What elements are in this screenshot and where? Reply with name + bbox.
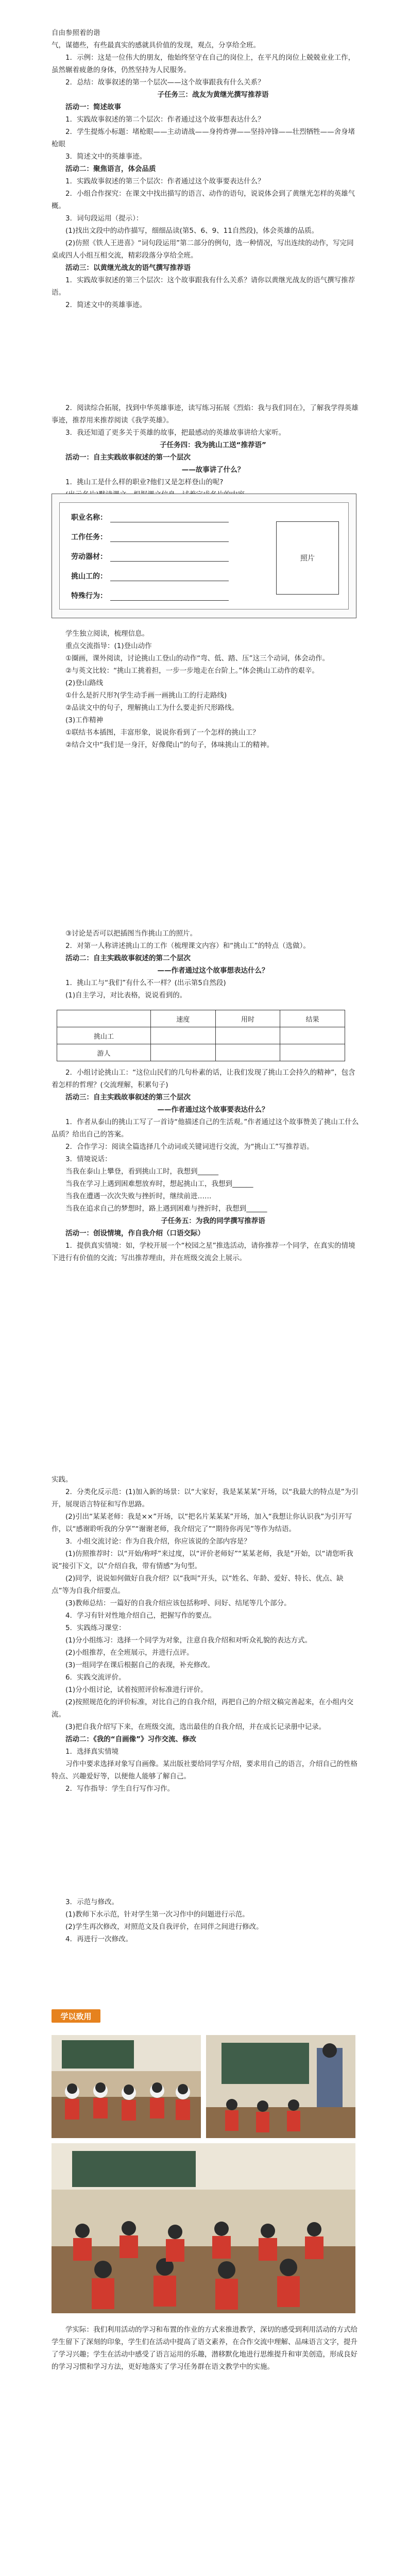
page1-line: 1．实践故事叙述的第二个层次：作者通过这个故事想表达什么？ [65, 115, 265, 124]
page6-line: 1．选择真实情境 [65, 1748, 119, 1756]
page6-line: 6．实践交流评价。 [65, 1673, 126, 1682]
table-header: 速度 [150, 1010, 215, 1027]
page1-line: 子任务三：战友为黄继光撰写推荐语 [157, 91, 269, 99]
table-cell [215, 1044, 280, 1061]
page5-line: 子任务五：为我的同学撰写推荐语 [161, 1217, 265, 1225]
page1-line: 气，谋德些，有些最真实的感就具价值的发现，观点，分享给全班。 [52, 41, 260, 49]
page4-line: 活动二：自主实践故事叙述的第二个层次 [65, 954, 191, 962]
card-row-label: 挑山工的： [71, 572, 107, 581]
card-row-2 [71, 551, 267, 562]
classroom-photo-wide [52, 2143, 355, 2313]
page6-line: (1)分小组讨论，试着按照评价标准进行评价。 [65, 1686, 208, 1694]
page1-line: 1．实践故事叙述的第三个层次：这个故事跟我有什么关系？请你以黄继光战友的语气撰写推荐语。 [52, 276, 355, 297]
card-row-0 [71, 512, 267, 522]
page4-line: (1)自主学习，对比表格，说说看到的。 [65, 991, 187, 999]
page1-line: 活动一：简述故事 [65, 103, 121, 111]
page1-line: 3．词句段运用（提示）： [65, 214, 143, 223]
page5-line: 当我在遭遇一次次失败与挫折时，继续前进…… [65, 1192, 212, 1200]
page4-line: 1．挑山工与“我们”有什么不一样？(出示第5自然段) [65, 979, 226, 987]
card-row-label: 劳动器材： [71, 553, 107, 561]
page2-line: 活动一：自主实践故事叙述的第一个层次 [65, 453, 191, 462]
page6-line: (3)把自我介绍写下来，在班级交流，选出最佳的自我介绍，并在成长记录册中记录。 [65, 1723, 326, 1731]
page3-line: (3)工作精神 [65, 716, 104, 724]
table-cell: 挑山工 [57, 1027, 151, 1044]
page3-line: (2)登山路线 [65, 679, 104, 687]
section-8 [52, 2324, 361, 2373]
page1-line: 活动二：聚焦语言，体会品质 [65, 165, 156, 173]
classroom-photo-right [206, 2035, 355, 2138]
page3-line: 学生独立阅读，梳理信息。 [65, 630, 149, 638]
page3-line: 重点交流指导：(1)登山动作 [65, 642, 152, 650]
page4-line: 2．对第一人称讲述挑山工的工作（梳理课文内容）和“挑山工”的特点（选做）。 [65, 942, 310, 950]
section-1 [52, 27, 361, 311]
page7-line: 3．示范与修改。 [65, 1898, 119, 1906]
section-4 [52, 927, 361, 1002]
page3-line: ①联结书本插图，丰富形象，说说你看到了一个怎样的挑山工？ [65, 728, 260, 737]
page5-line: 当我在学习上遇到困难想放弃时，想起挑山工，我想到______ [65, 1180, 253, 1188]
page6-line: (1)仿照推荐时：以“开始/称呼”来过度，以“评价老师好”“某某老师，我是”开始，以“请您听我说”接引下文，以“介绍自我，带有情感”为句型。 [52, 1550, 353, 1570]
section-2 [52, 402, 361, 501]
page7-line: (1)教师下水示范，针对学生第一次习作中的问题进行示范。 [65, 1910, 249, 1919]
page6-line: 实践。 [52, 1476, 73, 1484]
table-cell [280, 1044, 345, 1061]
page1-line: 3．简述文中的英雄事迹。 [65, 152, 147, 161]
table-cell [280, 1027, 345, 1044]
page5-line: 活动三：自主实践故事叙述的第三个层次 [65, 1093, 191, 1101]
table-row [57, 1044, 345, 1061]
page1-line: (1)找出文段中的动作描写，细细品读(第5、6、9、11自然段)，体会英雄的品质。 [65, 227, 319, 235]
page1-line: 2．学生提炼小标题：堵枪眼——主动请战——身挎炸弹——坚持冲锋——壮烈牺牲——舍身堵枪眼 [52, 128, 355, 148]
section-7 [52, 1896, 361, 1945]
table-header: 结果 [280, 1010, 345, 1027]
card-row-label: 工作任务： [71, 533, 107, 541]
page6-line: (3)教师总结：一篇好的自我介绍应该包括称呼、问好、结尾等几个部分。 [65, 1599, 291, 1607]
page2-line: ——故事讲了什么？ [181, 466, 245, 474]
page3-line: ①圈画，课外阅读，讨论挑山工登山的动作“弯、低、踏、压”这三个动词，体会动作。 [65, 654, 330, 663]
page5-line: ——作者通过这个故事要表达什么？ [157, 1106, 269, 1114]
table-cell [150, 1027, 215, 1044]
card-row-label: 职业名称： [71, 514, 107, 522]
page8-line: 学实际：我们利用活动的学习和布置的作业的方式来推进教学，深切的感受到利用活动的方式给学生留下了深刻的印象，学生们在活动中提高了语文素养，在合作交流中理解、品味语言文字，提升了学习兴趣；学生在活动中感受了语言运用的乐趣，潜移默化地进行思维提升和审美创造，形成良好的学习习惯和学习方法，更好地落实了学习任务群在语文教学中的实施。 [52, 2326, 357, 2371]
name-card [52, 494, 356, 618]
page5-line: 当我在追求自己的梦想时，路上遇到困难与挫折时，我想到______ [65, 1205, 267, 1213]
classroom-photo-left [52, 2035, 201, 2138]
page5-line: 3．情境说话： [65, 1155, 112, 1163]
section-banner: 学以致用 [52, 2009, 100, 2023]
page3-line: ②与英文比较：“挑山工挑着担，一步一步地走在台阶上。”体会挑山工动作的艰辛。 [65, 667, 319, 675]
card-row-1 [71, 532, 267, 542]
page6-line: 活动二：《我的“自画像”》习作交流、修改 [65, 1735, 196, 1743]
page4-line: ③讨论是否可以把插图当作挑山工的照片。 [65, 929, 197, 938]
page3-line: ①什么是折尺形?(学生动手画一画挑山工的行走路线) [65, 691, 227, 700]
page6-line: 3．小组交流讨论：作为自我介绍，你应该说的全部内容是？ [65, 1537, 251, 1546]
table-cell: 游人 [57, 1044, 151, 1061]
table-row [57, 1027, 345, 1044]
page6-line: 5．实践练习课堂： [65, 1624, 126, 1632]
page1-line: 活动三：以黄继光战友的语气撰写推荐语 [65, 264, 191, 272]
card-row-3 [71, 571, 267, 581]
page1-line: 自由参照着的谐 [52, 29, 100, 37]
page5-line: 1．提供真实情境：如，学校开展一个“校园之星”推选活动，请你推荐一个同学，在真实的情境下进行有价值的交流；写出推荐理由，并在班级交流会上展示。 [52, 1242, 355, 1262]
page5-line: 活动一：创设情境，作自我介绍（口语交际） [65, 1229, 204, 1238]
page7-line: 4．再进行一次修改。 [65, 1935, 133, 1943]
page5-line: 2．合作学习：阅读全篇选择几个动词或关键词进行交流，为“挑山工”写推荐语。 [65, 1143, 314, 1151]
page6-line: 习作中要求选择对象写自画像。某出版社要给同学写介绍，要求用自己的语言，介绍自己的性格特点、兴趣爱好等，以便他人能够了解自己。 [52, 1760, 357, 1781]
table-header-row [57, 1010, 345, 1027]
table-cell [215, 1027, 280, 1044]
page1-line: 2．简述文中的英雄事迹。 [65, 301, 147, 309]
page5-line: 2．小组讨论挑山工：“这位山民们的几句朴素的话，让我们发现了挑山工会持久的精神”，包含着怎样的哲理？(交流理解，积累句子) [52, 1069, 355, 1089]
page2-line: 子任务四：我为挑山工送“推荐语” [160, 441, 266, 449]
page1-line: 1．实践故事叙述的第三个层次：作者通过这个故事要表达什么？ [65, 177, 265, 185]
page6-line: (2)同学，说说如何做好自我介绍？以“我叫”开头，以“姓名、年龄、爱好、特长、优点、缺点”等为自我介绍要点。 [52, 1574, 344, 1595]
page1-line: 1．示例：这是一位伟大的朋友，他始终坚守在自己的岗位上，在平凡的岗位上兢兢业业工作，虽然辗着疲惫的身体，仍然坚持为人民服务。 [52, 54, 355, 74]
page6-line: (2)小组推荐，在全班展示，并进行点评。 [65, 1649, 194, 1657]
photo-box: 照片 [276, 521, 339, 595]
page6-line: 2．分类化反示范：(1)加入新的场景：以“大家好，我是某某某”开场，以“我最大的特点是”为引开，展现语言特征和写作思路。 [52, 1488, 359, 1509]
section-5 [52, 1066, 361, 1264]
page6-line: (1)分小组练习：选择一个同学为对象，注意自我介绍和对听众礼貌的表达方式。 [65, 1636, 312, 1645]
page7-line: (2)学生再次修改，对照范文及自我评价，在同伴之间进行修改。 [65, 1923, 263, 1931]
page6-line: 2．写作指导：学生自行写作习作。 [65, 1785, 175, 1793]
page5-line: 1．作者从泰山的挑山工写了一首诗“他描述自己的生活观。”作者通过这个故事赞美了挑山工什么品质？给出自己的答案。 [52, 1118, 359, 1139]
section-6 [52, 1473, 361, 1795]
table-header: 用时 [215, 1010, 280, 1027]
page6-line: (2)引出“某某老师：我是××”开场，以“把名片某某某”开场，加入“我想让你认识我”为引开写作，以“感谢聆听我的分享”“谢谢老师，我介绍完了”“期待你再见”等作为结语。 [52, 1513, 352, 1533]
card-row-label: 特殊行为： [71, 592, 107, 600]
page6-line: (3)一组同学在课后根据自己的表现，补充修改。 [65, 1661, 215, 1669]
comparison-table [57, 1010, 345, 1061]
page2-line: 2．阅读综合拓展，找到中华英雄事迹，读写练习拓展《烈焰：我与我们同在》，了解我学得英雄事迹，推荐用来推荐阅读《我学英雄》。 [52, 404, 359, 425]
name-card-frame [59, 502, 349, 609]
page1-line: 2．总结：故事叙述的第一个层次——这个故事跟我有什么关系？ [65, 78, 265, 87]
section-3 [52, 628, 361, 751]
page2-line: 3．我还知道了更多关于英雄的故事，把最感动的英雄故事讲给大家听。 [65, 429, 286, 437]
table-header [57, 1010, 151, 1027]
card-row-4 [71, 590, 267, 601]
page6-line: 4．学习有针对性地介绍自己，把握写作的要点。 [65, 1612, 216, 1620]
page4-line: ——作者通过这个故事想表达什么？ [157, 967, 269, 975]
page1-line: (2)仿照《铁人王进喜》“词句段运用”第二部分的例句，选一种情况，写出连续的动作，写完同桌或四人小组互相交流，精彩段落分享给全班。 [52, 239, 354, 260]
page6-line: (2)按照规范化的评价标准，对比自己的自我介绍，再把自己的介绍文稿完善起来，在小组内交流。 [52, 1698, 354, 1719]
page5-line: 当我在泰山上攀登，看到挑山工时，我想到______ [65, 1167, 218, 1176]
page3-line: ②结合文中“我们是一身汗，好像爬山”的句子，体味挑山工的精神。 [65, 741, 274, 749]
page1-line: 2．小组合作探究：在课文中找出描写的语言、动作的语句，说说体会到了黄继光怎样的英雄气概。 [52, 190, 355, 210]
table-cell [150, 1044, 215, 1061]
page3-line: ②品读文中的句子，理解挑山工为什么要走折尺形路线。 [65, 704, 239, 712]
page2-line: 1．挑山工是什么样的职业?他们又是怎样登山的呢? [65, 478, 224, 486]
